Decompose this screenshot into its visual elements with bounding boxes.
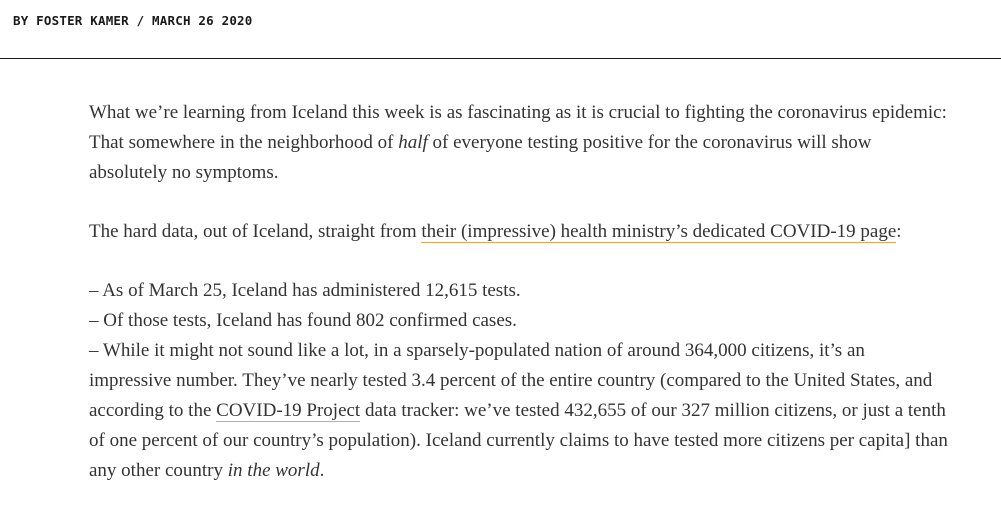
covid-project-link[interactable]: COVID-19 Project	[216, 400, 361, 421]
comparison-emphasis: in the world	[227, 460, 320, 481]
byline: BY FOSTER KAMER / MARCH 26 2020	[13, 13, 253, 28]
comparison-text-start: – While it might not sound like a lot, in a sparsely-populated nation of around 364,000 citizens, it’s an impressive number. They’ve nearly tested 3.4 percent of the entire country (compared to the United States, and according to the	[89, 340, 933, 421]
stats-list-item-comparison	[89, 336, 949, 486]
intro-text-start: What we’re learning from Iceland this week is as fascinating as it is crucial to fighting the coronavirus epidemic: That somewhere in the neighborhood of	[89, 102, 947, 153]
intro-paragraph	[89, 98, 949, 188]
source-text-start: The hard data, out of Iceland, straight from	[89, 221, 422, 242]
comparison-text-middle: data tracker: we’ve tested 432,655 of our 327 million citizens, or just a tenth of one percent of our country’s population). Iceland currently claims to have tested more citizens per capita] than any other country	[89, 400, 948, 481]
comparison-text-end: .	[319, 460, 325, 481]
intro-text-end: of everyone testing positive for the coronavirus will show absolutely no symptoms.	[89, 132, 872, 183]
stats-list-item-cases: – Of those tests, Iceland has found 802 confirmed cases.	[89, 310, 517, 331]
source-paragraph	[89, 217, 949, 247]
byline-bar	[0, 0, 1001, 59]
health-ministry-link[interactable]: their (impressive) health ministry’s dedicated COVID-19 page	[421, 221, 897, 242]
source-text-end: :	[896, 221, 902, 242]
article-body	[89, 98, 949, 486]
stats-list-item-tests: – As of March 25, Iceland has administered 12,615 tests.	[89, 280, 521, 301]
intro-emphasis: half	[398, 132, 428, 153]
